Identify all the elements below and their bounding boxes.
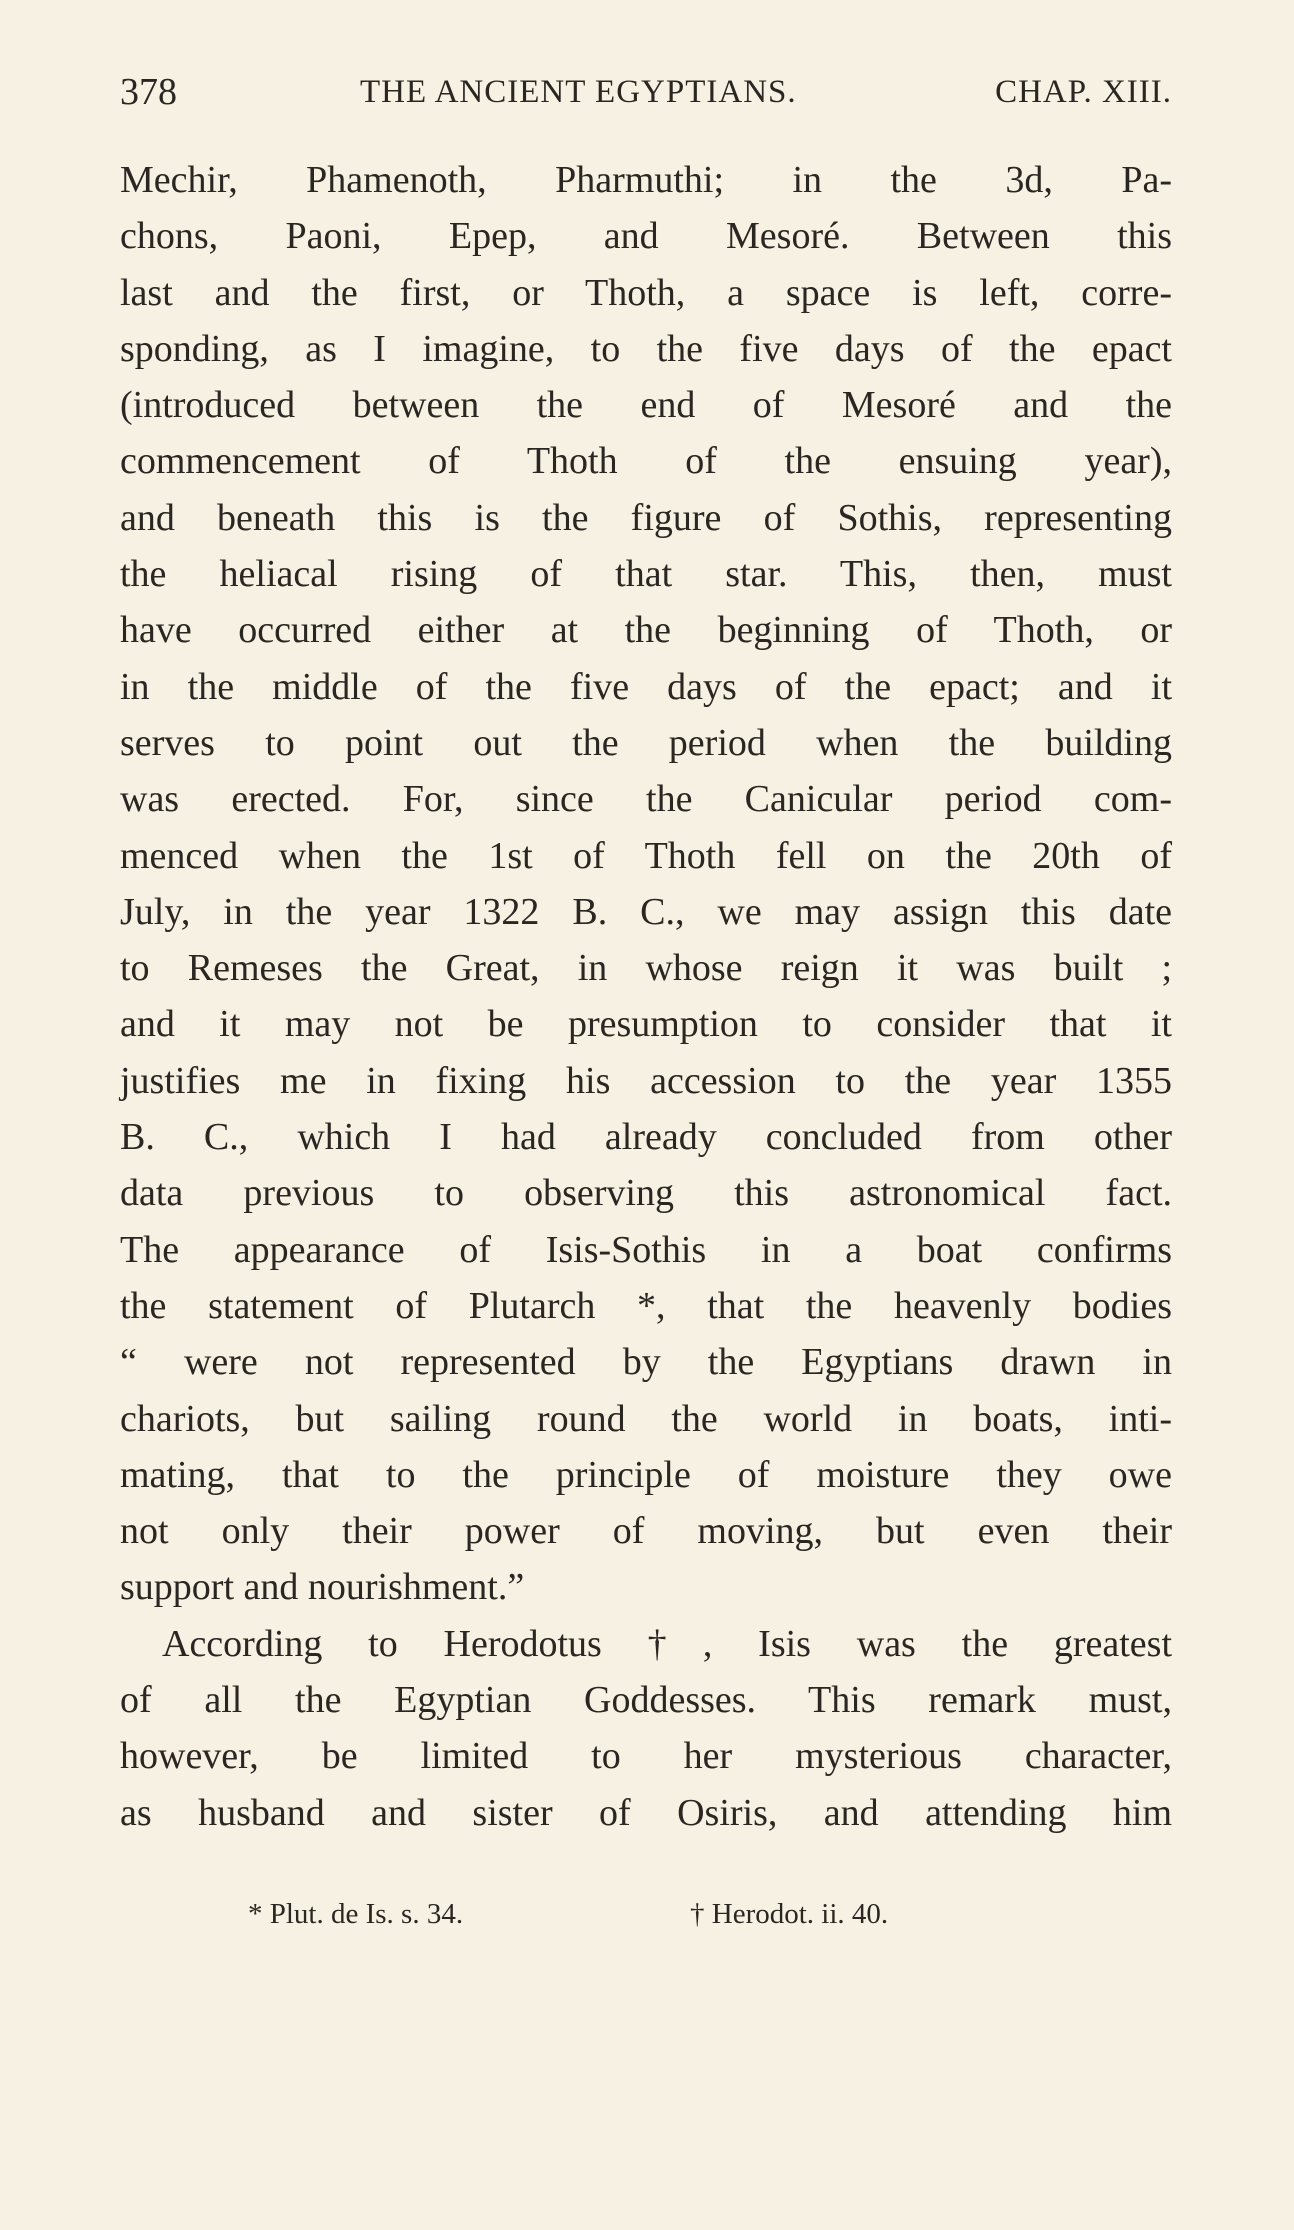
text-line: Mechir, Phamenoth, Pharmuthi; in the 3d, Pa- bbox=[120, 159, 1172, 201]
text-line: not only their power of moving, but even their bbox=[120, 1510, 1172, 1553]
text-line: commencement of Thoth of the ensuing year), bbox=[120, 440, 1172, 483]
text-line: support and nourishment.” bbox=[120, 1566, 525, 1609]
text-line: of all the Egyptian Goddesses. This remark must, bbox=[120, 1679, 1172, 1722]
text-line: mating, that to the principle of moisture they owe bbox=[120, 1453, 1172, 1496]
text-line: last and the first, or Thoth, a space is left, corre- bbox=[120, 271, 1172, 314]
text-line: chariots, but sailing round the world in boats, inti- bbox=[120, 1397, 1172, 1440]
text-line: have occurred either at the beginning of Thoth, or bbox=[120, 609, 1172, 652]
chapter-label: CHAP. XIII. bbox=[995, 74, 1172, 110]
text-line: chons, Paoni, Epep, and Mesoré. Between this bbox=[120, 215, 1172, 258]
footnote-herodotus: † Herodot. ii. 40. bbox=[690, 1898, 889, 1930]
text-line: justifies me in fixing his accession to the year 1355 bbox=[120, 1059, 1172, 1102]
page-number: 378 bbox=[120, 71, 177, 113]
text-line: July, in the year 1322 B. C., we may assign this date bbox=[120, 890, 1172, 933]
page-header bbox=[120, 70, 1172, 120]
text-line: and it may not be presumption to consider that it bbox=[120, 1003, 1172, 1046]
text-line: data previous to observing this astronomical fact. bbox=[120, 1172, 1172, 1215]
text-line: sponding, as I imagine, to the five days of the epact bbox=[120, 327, 1172, 370]
footnotes bbox=[120, 1898, 1172, 1938]
body-text bbox=[120, 152, 1172, 1841]
text-line: in the middle of the five days of the epact; and it bbox=[120, 665, 1172, 708]
text-line: The appearance of Isis-Sothis in a boat confirms bbox=[120, 1228, 1172, 1271]
running-title: THE ANCIENT EGYPTIANS. bbox=[360, 74, 797, 110]
text-line: and beneath this is the figure of Sothis, representing bbox=[120, 496, 1172, 539]
text-line: to Remeses the Great, in whose reign it was built ; bbox=[120, 947, 1172, 990]
text-line: menced when the 1st of Thoth fell on the 20th of bbox=[120, 834, 1172, 877]
text-line: serves to point out the period when the building bbox=[120, 721, 1172, 764]
text-line: however, be limited to her mysterious character, bbox=[120, 1735, 1172, 1778]
text-line: (introduced between the end of Mesoré and the bbox=[120, 384, 1172, 427]
text-line: B. C., which I had already concluded from other bbox=[120, 1116, 1172, 1159]
text-line: was erected. For, since the Canicular period com- bbox=[120, 778, 1172, 821]
text-line: According to Herodotus †, Isis was the greatest bbox=[162, 1622, 1172, 1665]
text-line: the statement of Plutarch *, that the heavenly bodies bbox=[120, 1284, 1172, 1327]
text-line: “ were not represented by the Egyptians drawn in bbox=[120, 1341, 1172, 1384]
text-line: the heliacal rising of that star. This, then, must bbox=[120, 553, 1172, 596]
text-line: as husband and sister of Osiris, and attending him bbox=[120, 1791, 1172, 1834]
footnote-plutarch: * Plut. de Is. s. 34. bbox=[248, 1898, 464, 1930]
